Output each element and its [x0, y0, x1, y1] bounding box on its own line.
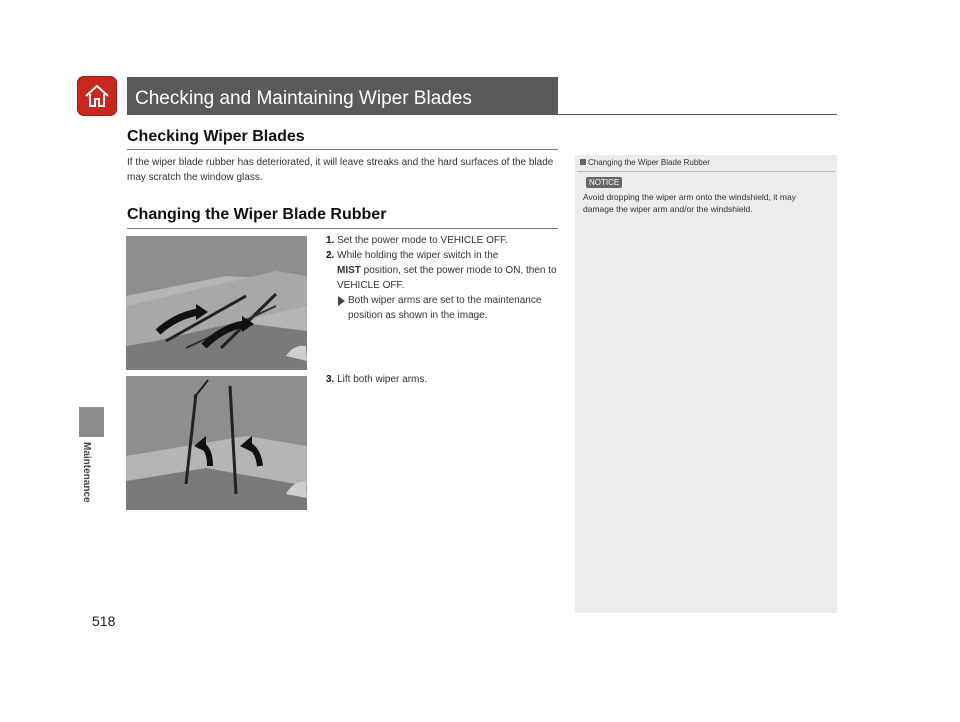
step-text: Set the power mode to VEHICLE OFF. [337, 235, 508, 246]
step-number: 1. [326, 235, 335, 246]
header-divider [127, 114, 837, 115]
step-result [326, 293, 566, 323]
heading-divider [127, 149, 558, 150]
step-number: 3. [326, 374, 335, 385]
step-3 [326, 374, 427, 385]
wiper-maintenance-position-image [126, 236, 307, 370]
chapter-tab-label: Maintenance [81, 442, 92, 503]
page-title: Checking and Maintaining Wiper Blades [135, 88, 472, 109]
step-2 [326, 248, 566, 323]
step-1 [326, 233, 566, 248]
note-panel [575, 155, 837, 613]
checking-heading: Checking Wiper Blades [127, 128, 305, 145]
note-divider [577, 171, 835, 172]
reference-marker-icon [580, 159, 586, 165]
chapter-tab[interactable] [79, 407, 104, 437]
step-text: While holding the wiper switch in the [337, 250, 499, 261]
note-title-text: Changing the Wiper Blade Rubber [588, 158, 710, 167]
step-text: Lift both wiper arms. [337, 374, 428, 385]
step-result-text: Both wiper arms are set to the maintenance position as shown in the image. [348, 295, 542, 321]
page-number: 518 [92, 613, 116, 629]
home-button[interactable] [77, 76, 117, 116]
home-icon [83, 82, 111, 110]
chapter-tab-label-wrap [79, 442, 104, 532]
steps-list [326, 233, 566, 323]
heading-divider [127, 228, 558, 229]
step-2-continued [326, 263, 566, 293]
mist-label: MIST [337, 265, 361, 276]
wiper-arms-lifted-image [126, 376, 307, 510]
checking-body: If the wiper blade rubber has deteriorated, it will leave streaks and the hard surfaces of the blade may scratch the window glass. [127, 157, 554, 183]
step-number: 2. [326, 250, 335, 261]
result-arrow-icon [338, 296, 345, 306]
changing-heading: Changing the Wiper Blade Rubber [127, 206, 387, 223]
notice-text: Avoid dropping the wiper arm onto the windshield, it may damage the wiper arm and/or the windshield. [583, 192, 796, 214]
step-text: position, set the power mode to ON, then to VEHICLE OFF. [337, 265, 557, 291]
note-title [580, 158, 710, 167]
notice-badge: NOTICE [586, 177, 622, 188]
